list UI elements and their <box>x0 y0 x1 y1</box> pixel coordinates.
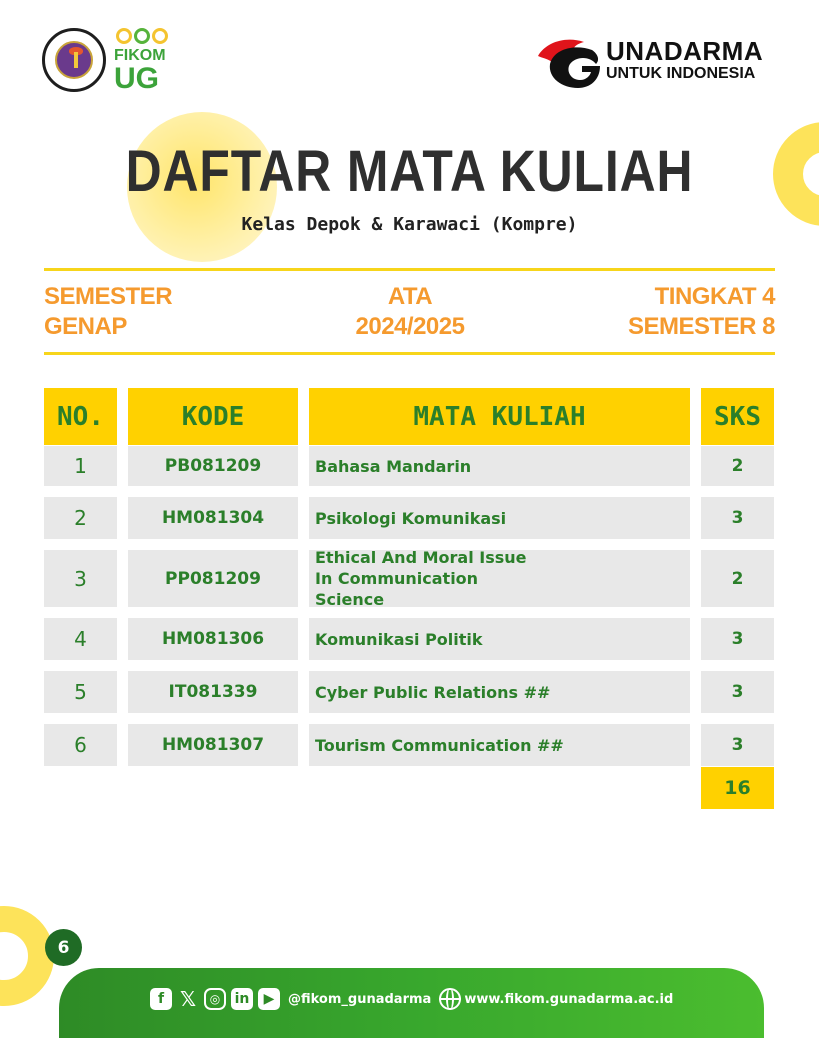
row-no: 3 <box>44 550 117 607</box>
row-no: 4 <box>44 618 117 660</box>
academic-year-value: 2024/2025 <box>355 313 465 340</box>
row-mata-kuliah: Tourism Communication ## <box>309 724 690 766</box>
level-semester: SEMESTER 8 <box>627 313 775 340</box>
page-title: DAFTAR MATA KULIAH <box>125 139 694 204</box>
academic-year-info <box>300 282 520 342</box>
row-mata-kuliah: Komunikasi Politik <box>309 618 690 660</box>
youtube-icon[interactable]: ▶ <box>258 988 280 1010</box>
website-link[interactable]: www.fikom.gunadarma.ac.id <box>464 991 674 1007</box>
row-no: 6 <box>44 724 117 766</box>
row-kode: IT081339 <box>128 671 298 713</box>
row-sks: 2 <box>701 550 774 607</box>
fikom-logo-initials: UG <box>114 62 159 95</box>
row-sks: 3 <box>701 724 774 766</box>
globe-icon <box>439 988 461 1010</box>
row-kode: PP081209 <box>128 550 298 607</box>
decorative-ring-left <box>0 906 54 1006</box>
footer-social <box>150 985 681 1013</box>
gunadarma-brand-logo <box>536 34 786 90</box>
row-sks: 3 <box>701 671 774 713</box>
row-no: 1 <box>44 446 117 486</box>
header-mata-kuliah: MATA KULIAH <box>309 388 690 445</box>
header-sks: SKS <box>701 388 774 445</box>
level-label: TINGKAT 4 <box>654 283 775 310</box>
fikom-ug-logo <box>112 24 174 96</box>
decorative-ring-right <box>773 122 819 226</box>
brand-title: UNADARMA <box>606 36 764 66</box>
linkedin-icon[interactable]: in <box>231 988 253 1010</box>
row-mata-kuliah: Psikologi Komunikasi <box>309 497 690 539</box>
header-kode: KODE <box>128 388 298 445</box>
instagram-icon[interactable]: ◎ <box>204 988 226 1010</box>
facebook-icon[interactable]: f <box>150 988 172 1010</box>
row-mata-kuliah: Bahasa Mandarin <box>309 446 690 486</box>
row-kode: HM081307 <box>128 724 298 766</box>
divider-top <box>44 268 775 271</box>
row-sks: 3 <box>701 618 774 660</box>
row-sks: 3 <box>701 497 774 539</box>
page-subtitle: Kelas Depok & Karawaci (Kompre) <box>241 214 578 235</box>
brand-tagline: UNTUK INDONESIA <box>606 65 756 82</box>
fikom-logo-word: FIKOM <box>114 47 166 64</box>
semester-label: SEMESTER <box>44 283 173 310</box>
row-no: 5 <box>44 671 117 713</box>
total-sks: 16 <box>701 767 774 809</box>
page-number-badge: 6 <box>45 929 82 966</box>
row-mata-kuliah: Cyber Public Relations ## <box>309 671 690 713</box>
row-no: 2 <box>44 497 117 539</box>
row-sks: 2 <box>701 446 774 486</box>
header-no: NO. <box>44 388 117 445</box>
social-handle[interactable]: @fikom_gunadarma <box>288 991 432 1007</box>
university-seal-logo <box>42 28 106 92</box>
academic-year-label: ATA <box>387 283 433 310</box>
row-mata-kuliah: Ethical And Moral Issue In Communication Science <box>309 550 690 607</box>
divider-bottom <box>44 352 775 355</box>
level-info <box>580 282 775 342</box>
semester-info <box>44 282 172 342</box>
row-kode: HM081306 <box>128 618 298 660</box>
x-icon[interactable]: 𝕏 <box>179 987 197 1011</box>
semester-value: GENAP <box>44 313 127 340</box>
row-kode: HM081304 <box>128 497 298 539</box>
gunadarma-g-mark-icon <box>536 34 606 88</box>
row-kode: PB081209 <box>128 446 298 486</box>
